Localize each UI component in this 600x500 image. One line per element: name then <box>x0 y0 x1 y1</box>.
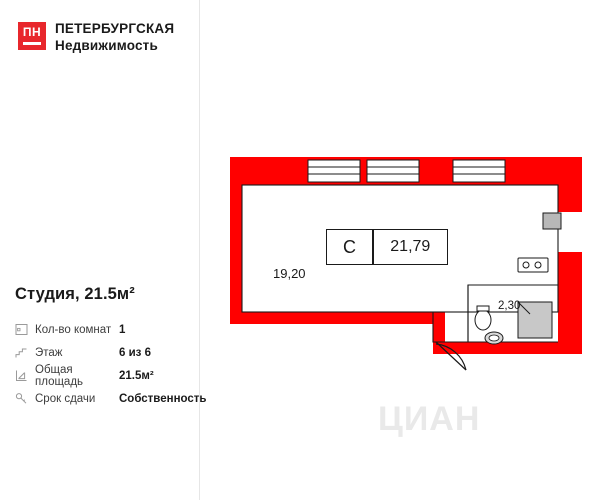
brand-name-line1: ПЕТЕРБУРГСКАЯ <box>55 21 175 36</box>
brand-logo-mark-bar <box>23 42 41 45</box>
spec-label-area: Общая площадь <box>35 363 84 388</box>
specs-list <box>15 318 207 410</box>
bathtub-icon <box>518 302 552 338</box>
spec-row-floor <box>15 341 195 364</box>
spec-label-rooms: Кол-во комнат <box>35 323 112 336</box>
brand-logo-mark-text: ПН <box>22 25 42 39</box>
stairs-icon <box>15 346 28 359</box>
toilet-icon <box>475 306 491 330</box>
spec-label-deadline: Срок сдачи <box>35 392 96 405</box>
window-icons <box>308 160 505 182</box>
spec-value-area: 21.5м² <box>119 369 154 382</box>
main-room-area-label: 19,20 <box>273 266 306 281</box>
area-icon <box>15 369 28 382</box>
badge-area-value: 21,79 <box>390 238 431 255</box>
brand-logo[interactable] <box>18 21 174 54</box>
spec-value-deadline: Собственность <box>119 392 207 405</box>
brand-name <box>55 21 174 54</box>
brand-name-line2: Недвижимость <box>55 37 158 53</box>
page-title: Студия, 21.5м² <box>15 285 135 303</box>
window-icon <box>453 160 505 182</box>
spec-row-deadline <box>15 387 207 410</box>
spec-row-rooms <box>15 318 195 341</box>
bathroom-area-label: 2,30 <box>498 300 521 312</box>
fridge-icon <box>543 213 561 229</box>
sink-icon <box>485 332 503 344</box>
watermark: ЦИАН <box>378 400 481 438</box>
badge-letter: С <box>343 236 356 257</box>
floor-plan[interactable] <box>200 0 600 500</box>
spec-label-floor: Этаж <box>35 346 63 359</box>
window-icon <box>308 160 360 182</box>
spec-value-floor: 6 из 6 <box>119 346 151 359</box>
info-panel <box>0 0 207 500</box>
spec-value-rooms: 1 <box>119 323 126 336</box>
key-icon <box>15 392 28 405</box>
brand-logo-mark <box>18 22 46 50</box>
window-icon <box>367 160 419 182</box>
total-area-badge <box>326 229 448 265</box>
rooms-icon <box>15 323 28 336</box>
spec-row-area <box>15 364 195 387</box>
